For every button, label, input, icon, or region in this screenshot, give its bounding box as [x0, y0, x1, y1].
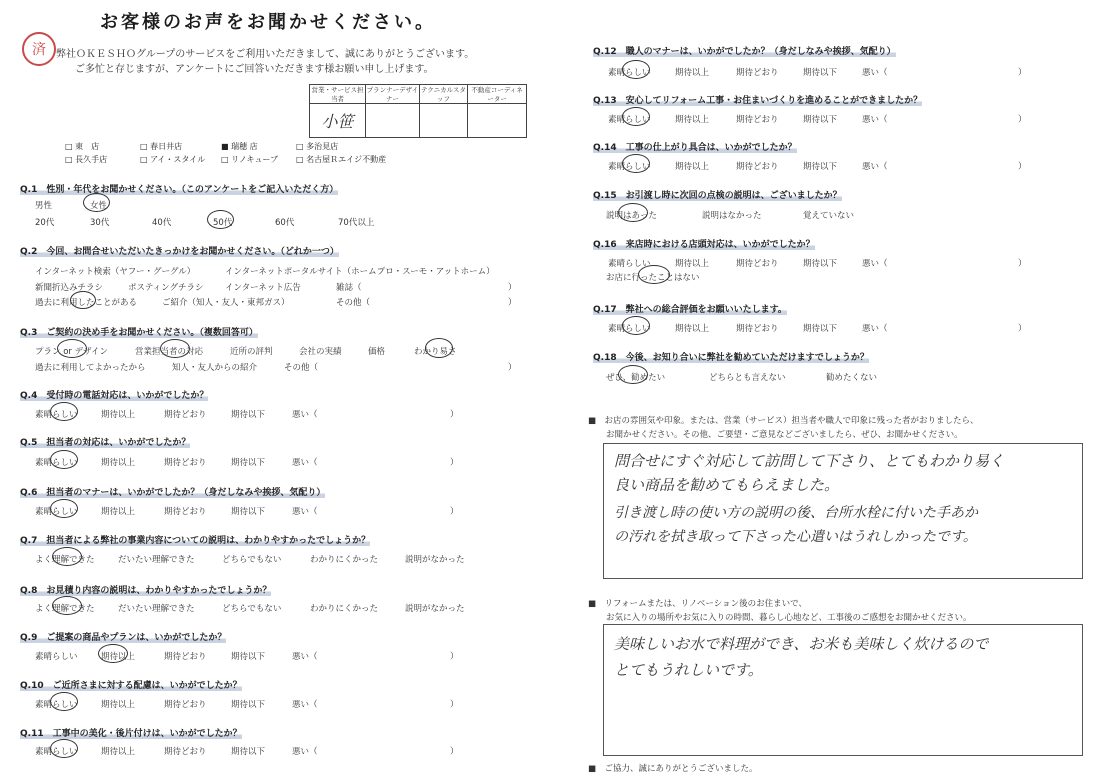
- q10-opt-above: 期待以上: [101, 700, 136, 710]
- q18-opt-neutral: どちらとも言えない: [709, 373, 786, 383]
- q7-opt-unclear: わかりにくかった: [310, 555, 379, 565]
- q4-opt-bad: 悪い（: [292, 410, 318, 420]
- q3-circle-design: [57, 339, 87, 358]
- q13-opt-excellent: 素晴らしい: [608, 115, 651, 125]
- q8-opt-mostly: だいたい理解できた: [118, 604, 195, 614]
- q1-female-circle: [83, 193, 110, 212]
- store-tajimi: □ 多治見店: [296, 142, 339, 151]
- store-kasugai: □ 春日井店: [140, 142, 183, 151]
- staff-header-technical: テクニカルスタッフ: [420, 86, 466, 103]
- intro-line-1: 弊社ＯＫＥＳＨＯグループのサービスをご利用いただきまして、誠にありがとうございます。: [56, 49, 475, 60]
- q7-opt-mostly: だいたい理解できた: [118, 555, 195, 565]
- q2-circle: [70, 291, 96, 309]
- comment2-line-2: とてもうれしいです。: [614, 661, 763, 679]
- q4-opt-close: ）: [450, 410, 459, 420]
- q15-heading: Q.15 お引渡し時に次回の点検の説明は、ございましたか？: [593, 191, 842, 201]
- q16-opt-below: 期待以下: [803, 259, 838, 269]
- q5-opt-expected: 期待どおり: [164, 458, 207, 468]
- q12-circle: [622, 60, 650, 79]
- q4-circle: [50, 402, 78, 421]
- q10-opt-below: 期待以下: [231, 700, 266, 710]
- q15-opt-not-explained: 説明はなかった: [702, 211, 762, 221]
- q3-clarity: わかり易さ: [414, 347, 457, 357]
- q2-magazine-close: ）: [508, 283, 517, 293]
- store-mizuho: ■ 瑞穂 店: [221, 142, 258, 151]
- q13-opt-expected: 期待どおり: [736, 115, 779, 125]
- q6-circle: [50, 499, 78, 518]
- store-nagakute: □ 長久手店: [65, 155, 108, 164]
- q2-internet-ad: インターネット広告: [225, 283, 301, 293]
- q6-opt-bad: 悪い（: [292, 507, 318, 517]
- q9-opt-above: 期待以上: [101, 652, 136, 662]
- q14-opt-below: 期待以下: [803, 162, 838, 172]
- q10-opt-close: ）: [450, 700, 459, 710]
- q14-opt-bad: 悪い（: [862, 162, 888, 172]
- q16-opt-bad: 悪い（: [862, 259, 888, 269]
- q13-opt-bad: 悪い（: [862, 115, 888, 125]
- q11-opt-close: ）: [450, 747, 459, 757]
- q2-magazine: 雑誌（: [336, 283, 362, 293]
- q7-circle: [52, 547, 82, 566]
- q4-opt-expected: 期待どおり: [164, 410, 207, 420]
- q3-track-record: 会社の実績: [299, 347, 342, 357]
- q13-opt-close: ）: [1018, 115, 1027, 125]
- q11-opt-excellent: 素晴らしい: [35, 747, 78, 757]
- q11-opt-above: 期待以上: [101, 747, 136, 757]
- q17-opt-bad: 悪い（: [862, 324, 888, 334]
- q5-opt-close: ）: [450, 458, 459, 468]
- q18-circle: [618, 365, 648, 384]
- q8-opt-none: 説明がなかった: [405, 604, 465, 614]
- q10-opt-bad: 悪い（: [292, 700, 318, 710]
- q17-circle: [622, 316, 650, 335]
- q2-referral: ご紹介（知人・友人・東邦ガス）: [162, 298, 290, 308]
- q12-heading: Q.12 職人のマナーは、いかがでしたか？（身だしなみや挨拶、気配り）: [593, 47, 896, 57]
- comment1-box: [603, 443, 1083, 579]
- comment1-prompt-2: お聞かせください。その他、ご要望・ご意見などございましたら、ぜひ、お聞かせください。: [606, 430, 963, 440]
- q7-opt-neutral: どちらでもない: [222, 555, 282, 565]
- q2-internet-search: インターネット検索（ヤフー・グーグル）: [35, 267, 196, 277]
- q2-posting-flyer: ポスティングチラシ: [128, 283, 204, 293]
- q3-used-before: 過去に利用してよかったから: [35, 363, 146, 373]
- comment2-prompt-2: お気に入りの場所やお気に入りの時間、暮らし心地など、工事後のご感想をお聞かせください。: [606, 613, 972, 623]
- q4-opt-above: 期待以上: [101, 410, 136, 420]
- q3-circle-clarity: [425, 338, 453, 358]
- q14-opt-expected: 期待どおり: [736, 162, 779, 172]
- q15-opt-dont-remember: 覚えていない: [803, 211, 855, 221]
- q18-opt-not-recommend: 勧めたくない: [826, 373, 878, 383]
- q4-opt-below: 期待以下: [231, 410, 266, 420]
- q1-age-20s: 20代: [35, 218, 55, 228]
- q17-opt-expected: 期待どおり: [736, 324, 779, 334]
- q11-heading: Q.11 工事中の美化・後片付けは、いかがでしたか？: [20, 729, 242, 739]
- q1-male: 男性: [35, 201, 53, 211]
- q14-circle: [622, 154, 650, 173]
- q3-other: その他（: [284, 363, 319, 373]
- store-higashi: □ 東 店: [65, 142, 100, 151]
- q5-circle: [50, 450, 78, 469]
- q7-heading: Q.7 担当者による弊社の事業内容についての説明は、わかりやすかったでしょうか？: [20, 536, 371, 546]
- q2-portal-site: インターネットポータルサイト（ホームプロ・スーモ・アットホーム）: [225, 267, 495, 277]
- company-stamp: 済: [22, 32, 56, 66]
- comment1-line-3: 引き渡し時の使い方の説明の後、台所水栓に付いた手あか: [614, 505, 978, 521]
- q14-opt-excellent: 素晴らしい: [608, 162, 651, 172]
- q1-age-40s: 40代: [152, 218, 172, 228]
- comment1-line-2: 良い商品を勧めてもらえました。: [614, 476, 840, 494]
- comment1-prompt-1: ■ お店の雰囲気や印象。または、営業（サービス）担当者や職人で印象に残った者がおりましたら、: [588, 416, 979, 426]
- q15-opt-explained: 説明はあった: [606, 211, 657, 221]
- staff-header-sales: 営業・サービス担当者: [311, 86, 364, 103]
- q3-price: 価格: [368, 347, 386, 357]
- q17-heading: Q.17 弊社への総合評価をお願いいたします。: [593, 305, 787, 315]
- q1-female: 女性: [90, 201, 108, 211]
- q7-opt-understood: よく理解できた: [35, 555, 95, 565]
- q6-opt-excellent: 素晴らしい: [35, 507, 78, 517]
- q9-heading: Q.9 ご提案の商品やプランは、いかがでしたか？: [20, 633, 227, 643]
- q18-heading: Q.18 今後、お知り合いに弊社を勧めていただけますでしょうか？: [593, 353, 869, 363]
- q2-other-close: ）: [508, 298, 517, 308]
- store-renocube: □ リノキューブ: [221, 155, 279, 164]
- q1-heading: Q.1 性別・年代をお聞かせください。（このアンケートをご記入いただく方）: [20, 185, 339, 195]
- q10-opt-excellent: 素晴らしい: [35, 700, 78, 710]
- q3-other-close: ）: [508, 363, 517, 373]
- q13-heading: Q.13 安心してリフォーム工事・お住まいづくりを進めることができましたか？: [593, 96, 923, 106]
- q4-opt-excellent: 素晴らしい: [35, 410, 78, 420]
- q16-opt-never-visited: お店に行ったことはない: [606, 273, 700, 283]
- q9-opt-below: 期待以下: [231, 652, 266, 662]
- page-title: お客様のお声をお聞かせください。: [100, 12, 436, 33]
- q5-opt-below: 期待以下: [231, 458, 266, 468]
- q17-opt-close: ）: [1018, 324, 1027, 334]
- q2-newspaper-flyer: 新聞折込みチラシ: [35, 283, 104, 293]
- q10-heading: Q.10 ご近所さまに対する配慮は、いかがでしたか？: [20, 681, 242, 691]
- q12-opt-expected: 期待どおり: [736, 68, 779, 78]
- q1-age-50s: 50代: [213, 218, 233, 228]
- q5-heading: Q.5 担当者の対応は、いかがでしたか？: [20, 438, 191, 448]
- q12-opt-close: ）: [1018, 68, 1027, 78]
- q6-opt-close: ）: [450, 507, 459, 517]
- q9-opt-bad: 悪い（: [292, 652, 318, 662]
- staff-header-realestate: 不動産コーディネーター: [468, 85, 527, 104]
- q11-circle: [50, 739, 78, 758]
- q3-heading: Q.3 ご契約の決め手をお聞かせください。（複数回答可）: [20, 328, 258, 338]
- intro-line-2: ご多忙と存じますが、アンケートにご回答いただきます様お願い申し上げます。: [75, 64, 434, 75]
- q11-opt-below: 期待以下: [231, 747, 266, 757]
- staff-value-technical: [419, 104, 467, 138]
- comment1-line-4: の汚れを拭き取って下さった心遣いはうれしかったです。: [614, 529, 977, 545]
- q16-opt-expected: 期待どおり: [736, 259, 779, 269]
- q6-opt-below: 期待以下: [231, 507, 266, 517]
- q11-opt-expected: 期待どおり: [164, 747, 207, 757]
- q16-opt-close: ）: [1018, 259, 1027, 269]
- q9-circle: [98, 644, 128, 663]
- q13-opt-above: 期待以上: [675, 115, 710, 125]
- staff-value-realestate: [468, 104, 527, 138]
- q12-opt-above: 期待以上: [675, 68, 710, 78]
- q3-referral: 知人・友人からの紹介: [172, 363, 258, 373]
- q16-circle: [638, 265, 670, 284]
- q8-heading: Q.8 お見積り内容の説明は、わかりやすかったでしょうか？: [20, 586, 272, 596]
- staff-value-sales: 小笹: [310, 104, 366, 138]
- comment2-prompt-1: ■ リフォームまたは、リノベーション後のお住まいで、: [588, 599, 807, 609]
- q10-circle: [50, 692, 78, 711]
- q8-opt-understood: よく理解できた: [35, 604, 95, 614]
- q3-reputation: 近所の評判: [230, 347, 273, 357]
- q5-opt-bad: 悪い（: [292, 458, 318, 468]
- q8-opt-unclear: わかりにくかった: [310, 604, 379, 614]
- staff-value-planner: [366, 104, 420, 138]
- q18-opt-recommend: ぜひ、勧めたい: [606, 373, 666, 383]
- q12-opt-excellent: 素晴らしい: [608, 68, 651, 78]
- q6-heading: Q.6 担当者のマナーは、いかがでしたか？（身だしなみや挨拶、気配り）: [20, 488, 326, 498]
- store-nagoya-r-age: □ 名古屋Ｒエイジ不動産: [296, 155, 387, 164]
- q11-opt-bad: 悪い（: [292, 747, 318, 757]
- q16-heading: Q.16 来店時における店頭対応は、いかがでしたか？: [593, 240, 815, 250]
- q1-age-circle: [207, 210, 234, 229]
- q16-opt-excellent: 素晴らしい: [608, 259, 651, 269]
- q2-used-before: 過去に利用したことがある: [35, 298, 138, 308]
- q17-opt-excellent: 素晴らしい: [608, 324, 651, 334]
- q1-age-30s: 30代: [90, 218, 110, 228]
- q13-circle: [622, 107, 650, 126]
- q5-opt-excellent: 素晴らしい: [35, 458, 78, 468]
- q14-heading: Q.14 工事の仕上がり具合は、いかがでしたか？: [593, 143, 797, 153]
- q12-opt-below: 期待以下: [803, 68, 838, 78]
- q15-circle: [618, 203, 648, 222]
- store-istyle: □ アイ・スタイル: [140, 155, 206, 164]
- q17-opt-above: 期待以上: [675, 324, 710, 334]
- q7-opt-none: 説明がなかった: [405, 555, 465, 565]
- q2-heading: Q.2 今回、お問合せいただいたきっかけをお聞かせください。（どれか一つ）: [20, 247, 339, 257]
- q6-opt-expected: 期待どおり: [164, 507, 207, 517]
- q5-opt-above: 期待以上: [101, 458, 136, 468]
- q3-sales-staff: 営業担当者の対応: [135, 347, 204, 357]
- q8-circle: [52, 596, 82, 615]
- q2-other: その他（: [336, 298, 371, 308]
- staff-header-planner: プランナーデザイナー: [366, 86, 419, 103]
- q1-age-70plus: 70代以上: [338, 218, 375, 228]
- q4-heading: Q.4 受付時の電話対応は、いかがでしたか？: [20, 391, 209, 401]
- staff-table: [309, 84, 527, 138]
- q9-opt-close: ）: [450, 652, 459, 662]
- q6-opt-above: 期待以上: [101, 507, 136, 517]
- q17-opt-below: 期待以下: [803, 324, 838, 334]
- q9-opt-excellent: 素晴らしい: [35, 652, 78, 662]
- q1-age-60s: 60代: [275, 218, 295, 228]
- footer-thanks: ■ ご協力、誠にありがとうございました。: [588, 764, 758, 774]
- q12-opt-bad: 悪い（: [862, 68, 888, 78]
- q3-circle-staff: [160, 339, 190, 358]
- comment1-line-1: 問合せにすぐ対応して訪問して下さり、とてもわかり易く: [614, 452, 1005, 470]
- q3-plan-design: プラン or デザイン: [35, 347, 109, 357]
- comment2-line-1: 美味しいお水で料理ができ、お米も美味しく炊けるので: [614, 635, 989, 653]
- q16-opt-above: 期待以上: [675, 259, 710, 269]
- q14-opt-close: ）: [1018, 162, 1027, 172]
- q9-opt-expected: 期待どおり: [164, 652, 207, 662]
- q13-opt-below: 期待以下: [803, 115, 838, 125]
- comment2-box: [603, 624, 1083, 756]
- q8-opt-neutral: どちらでもない: [222, 604, 282, 614]
- q14-opt-above: 期待以上: [675, 162, 710, 172]
- q10-opt-expected: 期待どおり: [164, 700, 207, 710]
